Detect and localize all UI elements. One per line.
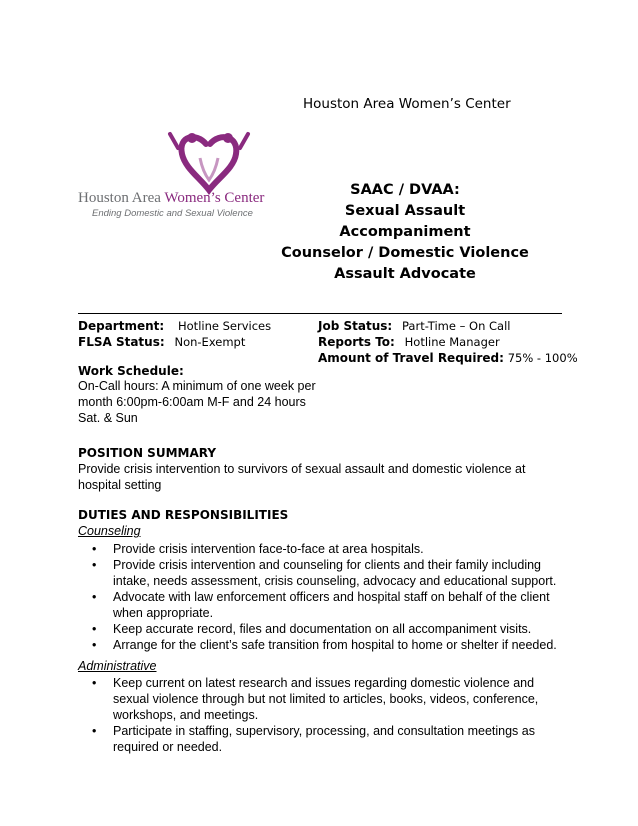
list-item-line: Keep current on latest research and issues regarding domestic violence and bbox=[113, 676, 535, 690]
work-schedule-body bbox=[78, 378, 328, 426]
list-item bbox=[92, 557, 562, 589]
counseling-list bbox=[92, 541, 562, 653]
list-item-line: when appropriate. bbox=[113, 606, 214, 620]
list-item-line: intake, needs assessment, crisis counseling, advocacy and educational support. bbox=[113, 574, 557, 588]
flsa-value: Non-Exempt bbox=[174, 335, 246, 349]
header-divider bbox=[78, 313, 562, 314]
reports-to-label: Reports To: bbox=[318, 335, 395, 349]
title-line-2: Sexual Assault Accompaniment bbox=[339, 203, 471, 240]
bullet: • bbox=[92, 558, 97, 572]
department-row bbox=[78, 318, 271, 334]
list-item bbox=[92, 621, 562, 637]
travel-label: Amount of Travel Required: bbox=[318, 351, 504, 365]
list-item-line: Keep accurate record, files and documentation on all accompaniment visits. bbox=[113, 622, 532, 636]
work-schedule-line-3: Sat. & Sun bbox=[78, 411, 138, 425]
list-item bbox=[92, 589, 562, 621]
department-value: Hotline Services bbox=[178, 319, 272, 333]
job-title bbox=[280, 180, 530, 285]
administrative-list bbox=[92, 675, 562, 755]
flsa-label: FLSA Status: bbox=[78, 335, 165, 349]
job-status-row bbox=[318, 318, 510, 334]
job-status-value: Part-Time – On Call bbox=[402, 319, 511, 333]
position-summary-line-1: Provide crisis intervention to survivors of sexual assault and domestic violence at bbox=[78, 462, 526, 476]
work-schedule-line-2: month 6:00pm-6:00am M-F and 24 hours bbox=[78, 395, 306, 409]
bullet: • bbox=[92, 676, 97, 690]
list-item-line: sexual violence through but not limited to articles, books, videos, conference, bbox=[113, 692, 539, 706]
travel-value: 75% - 100% bbox=[507, 351, 578, 365]
bullet: • bbox=[92, 724, 97, 738]
list-item bbox=[92, 637, 562, 653]
logo-wordmark-right: Women’s Center bbox=[164, 190, 265, 206]
list-item bbox=[92, 675, 562, 723]
bullet: • bbox=[92, 622, 97, 636]
list-item-line: required or needed. bbox=[113, 740, 223, 754]
list-item-line: Arrange for the client’s safe transition from hospital to home or shelter if needed. bbox=[113, 638, 557, 652]
travel-row bbox=[318, 350, 578, 366]
counseling-subtitle: Counseling bbox=[78, 524, 141, 538]
position-summary-text bbox=[78, 461, 558, 493]
bullet: • bbox=[92, 590, 97, 604]
bullet: • bbox=[92, 542, 97, 556]
logo-tagline: Ending Domestic and Sexual Violence bbox=[92, 208, 253, 219]
list-item bbox=[92, 723, 562, 755]
position-summary-title: POSITION SUMMARY bbox=[78, 446, 217, 460]
work-schedule-line-1: On-Call hours: A minimum of one week per bbox=[78, 379, 316, 393]
duties-title: DUTIES AND RESPONSIBILITIES bbox=[78, 508, 289, 522]
work-schedule-title: Work Schedule: bbox=[78, 364, 184, 378]
administrative-subtitle: Administrative bbox=[78, 659, 157, 673]
list-item-line: Advocate with law enforcement officers and hospital staff on behalf of the client bbox=[113, 590, 550, 604]
title-line-3: Counselor / Domestic Violence bbox=[281, 245, 529, 261]
logo-wordmark-left: Houston Area bbox=[78, 190, 165, 206]
department-label: Department: bbox=[78, 319, 165, 333]
title-line-4: Assault Advocate bbox=[334, 266, 476, 282]
list-item-line: Provide crisis intervention and counseling for clients and their family including bbox=[113, 558, 541, 572]
reports-to-row bbox=[318, 334, 500, 350]
list-item-line: workshops, and meetings. bbox=[113, 708, 259, 722]
list-item-line: Provide crisis intervention face-to-face at area hospitals. bbox=[113, 542, 424, 556]
title-line-1: SAAC / DVAA: bbox=[350, 182, 460, 198]
job-status-label: Job Status: bbox=[318, 319, 393, 333]
bullet: • bbox=[92, 638, 97, 652]
flsa-row bbox=[78, 334, 245, 350]
hawc-logo bbox=[78, 128, 278, 228]
position-summary-line-2: hospital setting bbox=[78, 478, 162, 492]
reports-to-value: Hotline Manager bbox=[404, 335, 500, 349]
organization-header: Houston Area Women’s Center bbox=[303, 96, 511, 112]
list-item-line: Participate in staffing, supervisory, processing, and consultation meetings as bbox=[113, 724, 535, 738]
list-item bbox=[92, 541, 562, 557]
